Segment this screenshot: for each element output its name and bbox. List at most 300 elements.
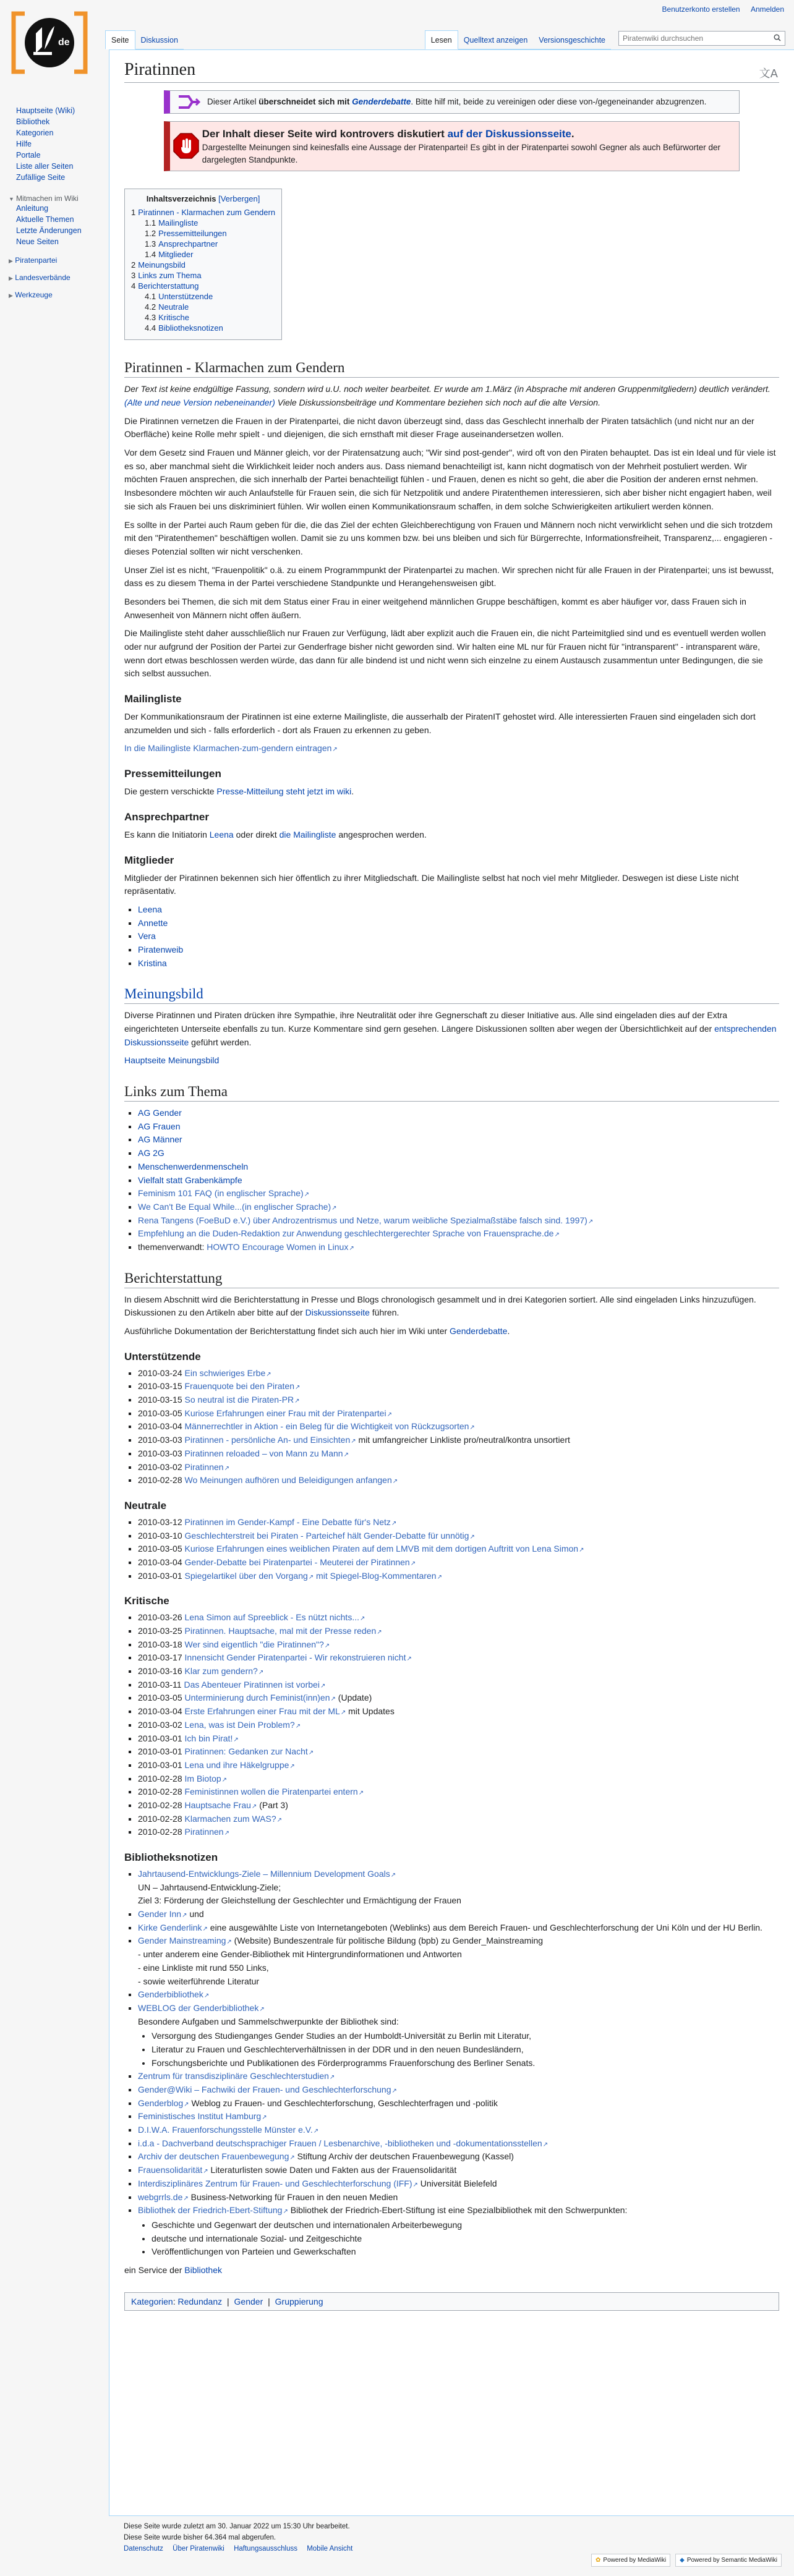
subsection-heading: Bibliotheksnotizen — [124, 1851, 218, 1864]
merge-text-post: . Bitte hilf mit, beide zu vereinigen oder diese von-/gegeneinander abzugrenzen. — [411, 97, 707, 106]
library-notes-list — [124, 1868, 779, 2070]
article-item — [138, 1772, 779, 1786]
topic-link[interactable]: Menschenwerdenmenscheln — [138, 1161, 249, 1171]
text: Diverse Piratinnen und Piraten drücken ihre Sympathie, ihre Neutralität oder ihre Gegnerschaft zu dieser Initiative aus. Alle sind eingeladen dies auf der Extra eingerichteten Unterseite ebenfalls zu tun. Kurze Kommentare sind gern gesehen. Längere Diskussionen sollten aber wegen der Übersichtlichkeit auf der — [124, 1010, 728, 1034]
category-link-gender[interactable]: Gender — [234, 2296, 263, 2306]
supportive-articles-list — [124, 1367, 779, 1487]
press-release-link[interactable]: Presse-Mitteilung steht jetzt im wiki — [216, 786, 352, 797]
toc-link[interactable]: Ansprechpartner — [158, 239, 218, 249]
topic-link[interactable]: Feminism 101 FAQ (in englischer Sprache) ↗ — [138, 1188, 309, 1198]
sidebar-navigation — [0, 105, 109, 183]
portlet-title: Werkzeuge — [15, 291, 53, 299]
neutral-articles-list — [124, 1516, 779, 1583]
article-date: 2010-03-04 — [138, 1557, 185, 1567]
list-item — [138, 1187, 779, 1201]
toc-link[interactable]: Neutrale — [158, 302, 189, 312]
text: Weblog zu Frauen- und Geschlechterforschung, Geschlechterfragen und -politik — [189, 2098, 498, 2108]
topic-link[interactable]: We Can't Be Equal While...(in englischer Sprache) ↗ — [138, 1202, 337, 1212]
list-item: • Forschungsberichte und Publikationen des Förderprogramms Frauenforschung des Berliner Senats. — [152, 2057, 779, 2070]
toc-item[interactable] — [131, 312, 275, 323]
article-link[interactable]: Lena Simon auf Spreeblick - Es nützt nichts... ↗ — [185, 1612, 365, 1622]
article-link[interactable]: Lena, was ist Dein Problem? ↗ — [185, 1720, 301, 1730]
tab-page[interactable]: Seite — [105, 30, 135, 49]
toc-toggle[interactable]: [Verbergen] — [218, 194, 260, 204]
article-item — [138, 1638, 779, 1652]
search-input[interactable] — [619, 33, 770, 43]
toc-item[interactable] — [131, 270, 275, 281]
topic-link[interactable]: Empfehlung an die Duden-Redaktion zur Anwendung geschlechtergerechter Sprache von Frauensprache.de ↗ — [138, 1228, 560, 1238]
fes-library-link[interactable]: Bibliothek der Friedrich-Ebert-Stiftung ↗ — [138, 2205, 288, 2215]
footer-links — [124, 2545, 779, 2553]
paragraph — [124, 1293, 779, 1320]
topic-link[interactable]: AG Männer — [138, 1134, 182, 1145]
library-link[interactable]: Gender@Wiki – Fachwiki der Frauen- und Geschlechterforschung ↗ — [138, 2085, 397, 2094]
article-date: 2010-02-28 — [138, 1475, 185, 1486]
create-account-link[interactable]: Benutzerkonto erstellen — [662, 5, 740, 14]
merge-notice-text — [207, 91, 711, 113]
toc-link[interactable]: Meinungsbild — [138, 260, 186, 270]
article-date: 2010-03-05 — [138, 1693, 185, 1703]
members-list — [124, 903, 779, 970]
library-link[interactable]: D.I.W.A. Frauenforschungsstelle Münster e.V. ↗ — [138, 2125, 318, 2135]
toc-number: 1.2 — [145, 229, 156, 239]
tab-read[interactable]: Lesen — [425, 30, 458, 49]
library-link[interactable]: Frauensolidarität ↗ — [138, 2165, 208, 2175]
list-item — [138, 2150, 779, 2164]
last-edited: Diese Seite wurde zuletzt am 30. Januar 2022 um 15:30 Uhr bearbeitet. — [124, 2523, 350, 2530]
article-date: 2010-03-04 — [138, 1421, 185, 1432]
article-date: 2010-03-04 — [138, 1706, 185, 1717]
list-item: • Veröffentlichungen von Parteien und Gewerkschaften — [152, 2245, 779, 2259]
footer-link-about[interactable]: Über Piratenwiki — [173, 2545, 224, 2553]
article-link[interactable]: Spiegelartikel über den Vorgang ↗ — [185, 1571, 314, 1581]
text: Es kann die Initiatorin — [124, 829, 210, 840]
list-item — [138, 2070, 779, 2083]
text: Stiftung Archiv der deutschen Frauenbewegung (Kassel) — [294, 2151, 514, 2162]
article-link[interactable]: Wer sind eigentlich "die Piratinnen"? ↗ — [185, 1639, 330, 1649]
article-link[interactable]: Innensicht Gender Piratenpartei - Wir rekonstruieren nicht ↗ — [185, 1652, 412, 1662]
library-link[interactable]: Zentrum für transdisziplinäre Geschlechterstudien ↗ — [138, 2071, 335, 2081]
opinion-main-page-link[interactable]: Hauptseite Meinungsbild — [124, 1055, 220, 1066]
mediawiki-badge[interactable] — [591, 2554, 670, 2567]
list-item: • Versorgung des Studienganges Gender Studies an der Humboldt-Universität zu Berlin mit Literatur, — [152, 2030, 779, 2043]
categories-label-link[interactable]: Kategorien — [131, 2296, 173, 2306]
article-item — [138, 1611, 779, 1625]
toc-number: 4 — [131, 281, 136, 291]
login-link[interactable]: Anmelden — [750, 5, 784, 14]
article-date: 2010-03-24 — [138, 1367, 185, 1378]
article-date: 2010-02-28 — [138, 1827, 185, 1837]
text: Ziel 3: Förderung der Gleichstellung der Geschlechter und Ermächtigung der Frauen — [138, 1895, 461, 1906]
list-item — [138, 2002, 779, 2070]
article-link[interactable]: Piratinnen. Hauptsache, mal mit der Presse reden ↗ — [185, 1626, 382, 1636]
library-link[interactable]: Archiv der deutschen Frauenbewegung ↗ — [138, 2151, 295, 2161]
tab-discussion[interactable]: Diskussion — [135, 36, 184, 49]
revision-note-text: Der Text ist keine endgültige Fassung, sondern wird u.U. noch weiter bearbeitet. Er wurde am 1.März (in Absprache mit anderen Gruppenmitgliedern) deutlich verändert. — [124, 384, 771, 394]
toc-link[interactable]: Mitglieder — [158, 250, 194, 260]
talk-page-link[interactable]: auf der Diskussionsseite — [447, 127, 571, 140]
mailinglist-signup-link[interactable]: In die Mailingliste Klarmachen-zum-gendern eintragen ↗ — [124, 743, 338, 753]
text: und — [187, 1909, 204, 1919]
list-item — [138, 2110, 779, 2123]
article-item — [138, 1447, 779, 1461]
list-item — [138, 1988, 779, 2002]
article-link[interactable]: Das Abenteuer Piratinnen ist vorbei ↗ — [184, 1680, 325, 1690]
article-date: 2010-03-25 — [138, 1626, 185, 1636]
list-item — [138, 957, 779, 971]
toc-item[interactable] — [131, 218, 275, 228]
article-link[interactable]: Piratinnen ↗ — [185, 1827, 229, 1837]
paragraph: Die Mailingliste steht daher ausschließlich nur Frauen zur Verfügung, lädt aber explizit auch die Frauen ein, die nicht Parteimitglied sind und es eventuell werden wollen oder nur aufgrund der Position der Partei zur Genderfrage bisher nicht geworden sind. Wir halten eine ML nur für Frauen nicht für "intransparent" - intransparent wäre, wenn dort etwas beschlossen werden würde, das dann für alle bindend ist und nicht wenn sich einzelne zu einem Austausch zusammentun unter Bedingungen, die sie sich selbst aussuchen. — [124, 628, 766, 679]
list-item — [138, 1868, 779, 1908]
footer-link-privacy[interactable]: Datenschutz — [124, 2545, 163, 2553]
chevron-right-icon: ▶ — [9, 292, 13, 299]
list-item — [138, 2191, 779, 2204]
article-item — [138, 1393, 779, 1407]
service-note — [124, 2264, 779, 2277]
toc-link[interactable]: Pressemitteilungen — [158, 229, 227, 239]
weblog-link[interactable]: WEBLOG der Genderbibliothek ↗ — [138, 2003, 265, 2013]
toc-link[interactable]: Unterstützende — [158, 292, 213, 302]
sidebar-item-new-pages[interactable]: Neue Seiten — [16, 237, 59, 246]
toc-item[interactable] — [131, 228, 275, 239]
library-link[interactable]: Bibliothek — [184, 2264, 222, 2275]
toc-item[interactable] — [131, 239, 275, 249]
text: ein Service der — [124, 2264, 185, 2275]
stop-hand-icon — [170, 132, 202, 159]
search-icon[interactable] — [770, 34, 785, 43]
list-item — [138, 1241, 779, 1254]
list-item — [138, 903, 779, 917]
library-link[interactable]: Genderblog ↗ — [138, 2098, 189, 2108]
separator: | — [227, 2296, 229, 2306]
list-item — [138, 1921, 779, 1935]
article-link[interactable]: Unterminierung durch Feminist(inn)en ↗ — [185, 1693, 336, 1702]
topic-link[interactable]: AG Gender — [138, 1108, 182, 1118]
weblog-sublist — [138, 2030, 779, 2070]
section-heading-link[interactable]: Meinungsbild — [124, 986, 779, 1004]
article-date: 2010-03-15 — [138, 1395, 185, 1405]
article-item — [138, 1516, 779, 1529]
article-date: 2010-02-28 — [138, 1787, 185, 1797]
list-item — [138, 943, 779, 957]
category-link-redundanz[interactable]: Redundanz — [177, 2296, 223, 2306]
toc-number: 1.1 — [145, 218, 156, 228]
category-box: Kategorien: Redundanz | Gender | Gruppierung — [124, 2292, 779, 2311]
article-link[interactable]: Feministinnen wollen die Piratenpartei entern ↗ — [185, 1787, 364, 1796]
subsection-heading: Pressemitteilungen — [124, 768, 221, 780]
text: angesprochen werden. — [336, 829, 427, 840]
article-date: 2010-03-10 — [138, 1530, 185, 1541]
toc-number: 4.3 — [145, 313, 156, 323]
article-item — [138, 1407, 779, 1421]
toc-link[interactable]: Berichterstattung — [138, 281, 199, 291]
article-link[interactable]: Kuriose Erfahrungen einer Frau mit der Piratenpartei ↗ — [185, 1408, 392, 1418]
topic-link[interactable]: AG 2G — [138, 1148, 164, 1158]
topic-link[interactable]: Rena Tangens (FoeBuD e.V.) über Androzentrismus und Netze, warum weibliche Spezialmaßstäbe falsch sind. 1997) ↗ — [138, 1215, 593, 1225]
portlet-toggle-mitmachen[interactable] — [0, 194, 109, 203]
article-item — [138, 1542, 779, 1556]
table-of-contents — [124, 189, 282, 340]
article-item — [138, 1434, 779, 1447]
sidebar-item-portals[interactable]: Portale — [16, 151, 41, 159]
article-date: 2010-03-01 — [138, 1759, 185, 1770]
toc-number: 4.4 — [145, 323, 156, 333]
library-link[interactable]: i.d.a - Dachverband deutschsprachiger Frauen / Lesbenarchive, -bibliotheken und -dokumentationsstellen ↗ — [138, 2138, 548, 2148]
toc-link[interactable]: Links zum Thema — [138, 271, 202, 281]
merge-target-link[interactable]: Genderdebatte — [352, 97, 411, 106]
member-link[interactable]: Annette — [138, 917, 168, 928]
article-link[interactable]: Piratinnen reloaded – von Mann zu Mann ↗ — [185, 1448, 349, 1458]
chevron-right-icon: ▶ — [9, 275, 13, 281]
text: geführt werden. — [189, 1037, 252, 1047]
tab-view-source[interactable]: Quelltext anzeigen — [458, 36, 534, 49]
footer-link-disclaimer[interactable]: Haftungsausschluss — [234, 2545, 297, 2553]
list-item — [138, 2177, 779, 2191]
article-date: 2010-02-28 — [138, 1800, 185, 1810]
text: - unter anderem eine Gender-Bibliothek mit Hintergrundinformationen und Antworten — [138, 1949, 462, 1960]
discussion-link[interactable]: Diskussionsseite — [305, 1307, 370, 1318]
category-link-gruppierung[interactable]: Gruppierung — [275, 2296, 323, 2306]
article-link[interactable]: Hauptsache Frau ↗ — [185, 1800, 257, 1810]
links-list — [124, 1107, 779, 1254]
critical-articles-list — [124, 1611, 779, 1839]
article-link[interactable]: Piratinnen ↗ — [185, 1462, 229, 1472]
article-date: 2010-03-05 — [138, 1408, 185, 1418]
portlet-toggle-landesverbaende[interactable] — [0, 273, 109, 282]
toc-number: 4.2 — [145, 302, 156, 312]
toc-link[interactable]: Bibliotheksnotizen — [158, 323, 223, 333]
list-item — [138, 1908, 779, 1921]
article-link[interactable]: Ein schwieriges Erbe ↗ — [185, 1368, 271, 1378]
sidebar-item-library[interactable]: Bibliothek — [16, 117, 50, 126]
paragraph: Mitglieder der Piratinnen bekennen sich hier öffentlich zu ihrer Mitgliedschaft. Die Mailingliste selbst hat noch viel mehr Mitglieder. Deswegen ist diese Liste nicht repräsentativ. — [124, 872, 739, 896]
library-link[interactable]: Interdisziplinäres Zentrum für Frauen- und Geschlechterforschung (IFF) ↗ — [138, 2179, 418, 2188]
article-date: 2010-02-28 — [138, 1813, 185, 1824]
footer-link-mobile[interactable]: Mobile Ansicht — [307, 2545, 353, 2553]
toc-item[interactable] — [131, 323, 275, 333]
section-heading: Links zum Thema — [124, 1084, 779, 1102]
member-link[interactable]: Piratenweib — [138, 944, 184, 954]
toc-number: 3 — [131, 271, 136, 281]
article-date: 2010-02-28 — [138, 1773, 185, 1783]
member-link[interactable]: Kristina — [138, 958, 167, 968]
article-link[interactable]: Männerrechtler in Aktion - ein Beleg für die Wichtigkeit von Rückzugsorten ↗ — [185, 1421, 475, 1431]
list-item — [138, 1934, 779, 1988]
text: - sowie weiterführende Literatur — [138, 1976, 260, 1986]
toc-link[interactable]: Piratinnen - Klarmachen zum Gendern — [138, 208, 276, 218]
article-date: 2010-03-26 — [138, 1612, 185, 1623]
sidebar-item-main-page[interactable]: Hauptseite (Wiki) — [16, 106, 75, 115]
library-notes-list-2 — [124, 2070, 779, 2204]
portlet-title: Piratenpartei — [15, 256, 58, 265]
text: Besondere Aufgaben und Sammelschwerpunkte der Bibliothek sind: — [138, 2016, 399, 2026]
list-item — [138, 2204, 779, 2259]
logo-label: de — [58, 37, 70, 48]
list-item — [138, 1201, 779, 1214]
paragraph — [124, 1009, 779, 1049]
portlet-toggle-werkzeuge[interactable] — [0, 291, 109, 299]
article-date: 2010-03-03 — [138, 1448, 185, 1458]
smw-badge[interactable] — [675, 2554, 782, 2567]
sidebar-item-recent-changes[interactable]: Letzte Änderungen — [16, 226, 82, 235]
article-item — [138, 1759, 779, 1772]
article-link[interactable]: Piratinnen im Gender-Kampf - Eine Debatte für's Netz ↗ — [185, 1517, 397, 1527]
paragraph — [124, 828, 779, 842]
article-link[interactable]: Klarmachen zum WAS? ↗ — [185, 1814, 282, 1824]
article-item — [138, 1785, 779, 1799]
toc-link[interactable]: Kritische — [158, 313, 189, 323]
list-item — [138, 1174, 779, 1188]
paragraph: Unser Ziel ist es nicht, "Frauenpolitik" o.ä. zu einem Programmpunkt der Piratenpartei zu machen. Wir sprechen nicht für alle Frauen in der Piratenpartei; uns ist bewusst, dass es zu diesem Thema in der Partei verschiedene Standpunkte und Herangehensweisen gibt. — [124, 564, 774, 589]
sidebar-item-guide[interactable]: Anleitung — [16, 204, 49, 213]
article-item — [138, 1719, 779, 1732]
topic-link[interactable]: Vielfalt statt Grabenkämpfe — [138, 1175, 242, 1185]
library-link[interactable]: webgrrls.de ↗ — [138, 2192, 189, 2202]
article-link[interactable]: So neutral ist die Piraten-PR ↗ — [185, 1395, 300, 1405]
toc-item[interactable] — [131, 249, 275, 260]
subsection-heading: Mitglieder — [124, 854, 174, 866]
paragraph: Besonders bei Themen, die sich mit dem Status einer Frau in einer weitgehend männlichen Gruppe beschäftigen, kommt es aber häufiger vor, dass Frauen sich in Anwesenheit von Männern nicht offen äußern. — [124, 596, 746, 620]
toc-item[interactable] — [131, 302, 275, 312]
text: UN – Jahrtausend-Entwicklung-Ziele; — [138, 1882, 281, 1892]
controversy-notice-text — [202, 122, 739, 171]
text: - eine Linkliste mit rund 550 Links, — [138, 1962, 269, 1973]
list-item — [138, 1107, 779, 1120]
paragraph: Vor dem Gesetz sind Frauen und Männer gleich, vor der Piratensatzung auch; "Wir sind post-gender", wird oft von den Piraten behauptet. Das ist ein Ideal und für viele ist es so, aber manchmal sieht die Wirklichkeit leider noch anders aus. Dass niemand benachteiligt ist, kann nicht dogmatisch von der Mehrheit postuliert werden. Wir möchten Frauen ansprechen, die sich innerhalb der Partei benachteiligt fühlen - und Frauen, denen es nicht so geht, die aber die Position der anderen ernst nehmen. Insbesondere möchten wir auch Anlaufstelle für Frauen sein, die sich für Netzpolitik und andere Piratenthemen interessieren, sich aber bisher nicht engagiert haben, weil sie sich als Frauen bei uns diskriminiert fühlen. Wir wollen einen Kommunikationsraum schaffen, in dem solche Schwierigkeiten artikuliert werden können. — [124, 448, 776, 511]
language-icon[interactable]: 文A — [759, 67, 778, 80]
list-item — [138, 2097, 779, 2111]
article-extra-link[interactable]: mit Spiegel-Blog-Kommentaren ↗ — [314, 1571, 442, 1581]
article-item — [138, 1665, 779, 1678]
article-note: mit umfangreicher Linkliste pro/neutral/kontra unsortiert — [356, 1435, 570, 1445]
article-item — [138, 1367, 779, 1380]
library-link[interactable]: Feministisches Institut Hamburg ↗ — [138, 2111, 267, 2121]
text: führen. — [369, 1307, 399, 1318]
leena-link[interactable]: Leena — [209, 829, 234, 840]
sidebar-item-help[interactable]: Hilfe — [16, 140, 32, 148]
toc-number: 1.4 — [145, 250, 156, 260]
toc-link[interactable]: Mailingliste — [158, 218, 198, 228]
howto-link[interactable]: HOWTO Encourage Women in Linux ↗ — [207, 1242, 354, 1252]
article-item — [138, 1570, 779, 1583]
mdg-link[interactable]: Jahrtausend-Entwicklungs-Ziele – Millennium Development Goals ↗ — [138, 1869, 396, 1879]
subsection-heading: Neutrale — [124, 1499, 167, 1511]
article-item — [138, 1705, 779, 1719]
article-item — [138, 1678, 779, 1692]
article-date: 2010-03-01 — [138, 1733, 185, 1743]
text: Bibliothek der Friedrich-Ebert-Stiftung ist eine Spezialbibliothek mit den Schwerpunkten: — [288, 2205, 628, 2216]
portlet-title: Mitmachen im Wiki — [16, 194, 79, 203]
article-date: 2010-03-11 — [138, 1679, 184, 1690]
member-link[interactable]: Leena — [138, 904, 162, 914]
search-box — [618, 31, 785, 46]
article-link[interactable]: Geschlechterstreit bei Piraten - Parteichef hält Gender-Debatte für unnötig ↗ — [185, 1531, 475, 1541]
list-item — [138, 1227, 779, 1241]
article-link[interactable]: Gender-Debatte bei Piratenpartei - Meuterei der Piratinnen ↗ — [185, 1557, 416, 1567]
list-item — [138, 1147, 779, 1160]
portlet-items — [0, 203, 109, 247]
text: Business-Networking für Frauen in den neuen Medien — [188, 2191, 398, 2202]
list-item — [138, 2137, 779, 2151]
merge-text-bold: überschneidet sich mit — [258, 97, 352, 106]
list-item — [138, 1214, 779, 1228]
sidebar-item-random-page[interactable]: Zufällige Seite — [16, 173, 66, 182]
text: oder direkt — [233, 829, 280, 840]
article-link[interactable]: Piratinnen: Gedanken zur Nacht ↗ — [185, 1746, 314, 1756]
article-item — [138, 1420, 779, 1434]
gender-inn-link[interactable]: Gender Inn ↗ — [138, 1909, 187, 1919]
sidebar-item-current-topics[interactable]: Aktuelle Themen — [16, 215, 74, 224]
toc-item[interactable] — [131, 207, 275, 218]
article-note: (Part 3) — [257, 1800, 288, 1810]
merge-text-pre: Dieser Artikel — [207, 97, 259, 106]
member-link[interactable]: Vera — [138, 931, 156, 942]
tab-history[interactable]: Versionsgeschichte — [533, 36, 611, 49]
toc-item[interactable] — [131, 291, 275, 302]
controversy-notice — [164, 121, 740, 172]
article-link[interactable]: Frauenquote bei den Piraten ↗ — [185, 1381, 301, 1391]
text: (Website) Bundeszentrale für politische Bildung (bpb) zu Gender_Mainstreaming — [231, 1936, 544, 1946]
article-link[interactable]: Lena und ihre Häkelgruppe ↗ — [185, 1760, 295, 1770]
text: In diesem Abschnitt wird die Berichterstattung in Presse und Blogs chronologisch gesammelt und in drei Kategorien sortiert. Alle sind eingeladen Links hinzuzufügen. Diskussionen zu den Artikeln aber bitte auf der — [124, 1294, 756, 1318]
page-title-text: Piratinnen — [124, 60, 196, 79]
text: Universität Bielefeld — [417, 2178, 497, 2188]
article-item — [138, 1732, 779, 1746]
genderdebatte-link[interactable]: Genderdebatte — [450, 1326, 508, 1337]
chevron-down-icon: ▼ — [9, 196, 14, 202]
article-link[interactable]: Ich bin Pirat! ↗ — [185, 1733, 239, 1743]
article-link[interactable]: Im Biotop ↗ — [185, 1774, 228, 1783]
kirke-link[interactable]: Kirke Genderlink ↗ — [138, 1923, 208, 1932]
topic-link[interactable]: AG Frauen — [138, 1121, 181, 1131]
article-date: 2010-03-17 — [138, 1652, 185, 1663]
article-link[interactable]: Erste Erfahrungen einer Frau mit der ML ↗ — [185, 1706, 346, 1716]
personal-tools — [654, 5, 784, 14]
namespace-tabs — [105, 28, 184, 49]
genderbibliothek-link[interactable]: Genderbibliothek ↗ — [138, 1989, 209, 1999]
site-logo[interactable] — [6, 9, 93, 77]
merge-notice — [164, 90, 740, 114]
main-content — [109, 49, 794, 2516]
view-count: Diese Seite wurde bisher 64.364 mal abgerufen. — [124, 2534, 276, 2541]
sidebar-item-all-pages[interactable]: Liste aller Seiten — [16, 162, 74, 171]
article-date: 2010-03-15 — [138, 1381, 185, 1392]
version-compare-link[interactable]: (Alte und neue Version nebeneinander) — [124, 397, 275, 408]
list-item — [138, 1160, 779, 1174]
list-item: • deutsche und internationale Sozial- und Zeitgeschichte — [152, 2232, 779, 2246]
toc-item[interactable] — [131, 281, 275, 291]
article-date: 2010-03-05 — [138, 1544, 185, 1554]
subsection-heading: Unterstützende — [124, 1350, 201, 1362]
article-link[interactable]: Kuriose Erfahrungen eines weiblichen Piraten auf dem LMVB mit dem dortigen Auftritt von Lena Simon ↗ — [185, 1544, 584, 1554]
toc-item[interactable] — [131, 260, 275, 270]
article-item — [138, 1625, 779, 1638]
article-item — [138, 1799, 779, 1813]
article-link[interactable]: Piratinnen - persönliche An- und Einsichten ↗ — [185, 1435, 356, 1445]
view-tabs — [425, 28, 785, 49]
warn-title-post: . — [571, 127, 574, 140]
sidebar-item-categories[interactable]: Kategorien — [16, 129, 54, 137]
mailinglist-link[interactable]: die Mailingliste — [279, 829, 336, 840]
article-link[interactable]: Klar zum gendern? ↗ — [185, 1666, 264, 1676]
gender-mainstreaming-link[interactable]: Gender Mainstreaming ↗ — [138, 1936, 232, 1945]
list-item — [138, 2083, 779, 2097]
article-link[interactable]: Wo Meinungen aufhören und Beleidigungen anfangen ↗ — [185, 1475, 398, 1485]
toc-number: 4.1 — [145, 292, 156, 302]
portlet-toggle-piratenpartei[interactable] — [0, 256, 109, 265]
discussion-page-link[interactable]: entsprechenden Diskussionsseite — [124, 1024, 777, 1047]
